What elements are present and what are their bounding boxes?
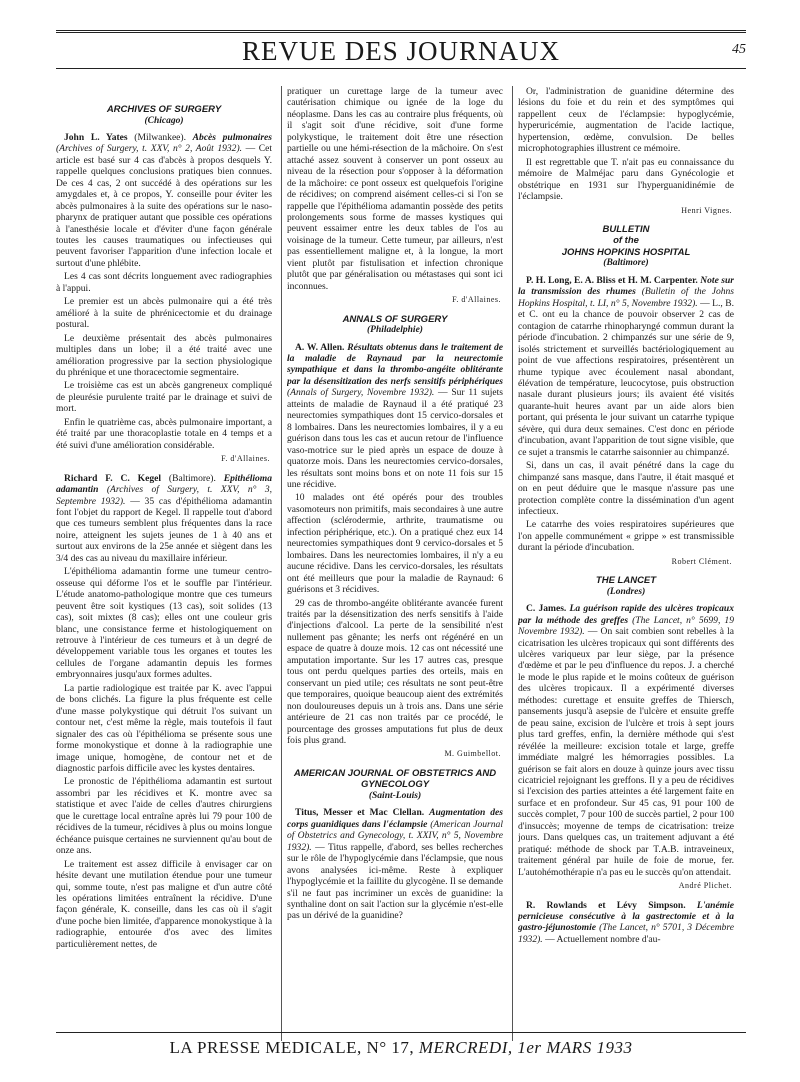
article-reference: (Annals of Surgery, Novembre 1932). [287, 387, 435, 399]
article-lead [518, 900, 734, 946]
article [518, 275, 734, 567]
article-author: R. Rowlands et Lévy Simpson. [526, 899, 686, 911]
article-paragraph: — Sur 11 sujets atteints de maladie de Raynaud il a été pratiqué 23 neurectomies sympathiques dont 15 cervico-dorsales et 8 lombaires. Dans les neurectomies lombaires, il y a eu guérison dans tous les cas et aucun retour de l'influence vaso-motrice sur le pied après un espace de douze à quatorze mois. Dans les neurectomies cervico-dorsales, les résultats sont moins bons et on note 11 fois sur 15 une récidive. [287, 387, 503, 490]
masthead [56, 36, 746, 66]
article-paragraph: — Cet article est basé sur 4 cas d'abcès à propos desquels Y. rappelle quelques conclusions pratiques bien connues. De ces 4 cas, 2 ont succédé à des opérations sur les amygdales et, à ce propos, Y. conseille pour éviter les abcès pulmonaires à la suite des opérations sur le naso-pharynx de pratiquer autant que possible ces opérations à l'anesthésie locale et d'éviter d'une façon générale toutes les causes traumatiques ou infectieuses qui peuvent favoriser l'apparition d'une infection locale et surtout d'une phlébite. [56, 143, 272, 269]
article-paragraph: Le pronostic de l'épithélioma adamantin est surtout assombri par les récidives et K. montre avec sa statistique et avec l'aide de celles d'autres chirurgiens que le curettage local entraîne après lui 79 pour 100 de récidives de la tumeur, récidives à plus ou moins longue échéance puisque certaines ne surviennent qu'au bout de onze ans. [56, 776, 272, 857]
article-title: Note sur la transmission des rhumes [518, 274, 734, 298]
article-reference: (Archives of Surgery, t. XXV, n° 3, Septembre 1932). [56, 484, 272, 507]
section-title: ANNALS OF SURGERY [342, 313, 448, 325]
article-signature: M. Guimbellot. [444, 749, 501, 759]
column-divider-1 [281, 86, 282, 1041]
page-number: 45 [732, 42, 746, 57]
column-3 [518, 86, 734, 1046]
article-paragraph: Le deuxième présentait des abcès pulmonaires multiples dans un lobe; il a été traité avec une amélioration progressive par la section physiologique du phrénique et une thoracectomie segmentaire. [56, 332, 272, 379]
column-divider-2 [512, 86, 513, 1041]
article-paragraph: — Titus rappelle, d'abord, ses belles recherches sur le rôle de l'hypoglycémie dans l'éclampsie, que nous avons analysées ici-même. Reste à expliquer l'hypoglycémie et la faillite du glycogène. Il se demande s'il ne faut pas incriminer un excès de guanidine: la synthaline dont on sait l'action sur la glycémie n'est-elle pas un dérivé de la guanidine? [287, 841, 503, 922]
column-1 [56, 86, 272, 1046]
article-lead [287, 342, 503, 491]
article-author: Richard F. C. Kegel [64, 472, 162, 484]
article-title: Epithélioma adamantin [56, 472, 272, 496]
article-paragraph: Si, dans un cas, il avait pénétré dans la cage du chimpanzé sans masque, dans l'autre, il était masqué et on en peut déduire que le masque n'assure pas une protection complète contre la dissémination d'un agent infectieux. [518, 460, 734, 517]
article-signature: Henri Vignes. [681, 205, 732, 215]
article-paragraph: 10 malades ont été opérés pour des troubles vasomoteurs non primitifs, mais secondaires à une autre affection (sclérodermie, arthrite, traumatisme ou infection périphérique, etc.). On a pratiqué chez eux 14 neurectomies sympathiques dont 9 cervico-dorsales et 5 lombaires. Dans les neurectomies lombaires, il n'y a eu aucune récidive. Dans les cervico-dorsales, les résultats ont été meilleurs que pour la maladie de Raynaud: 6 guérisons et 3 récidives. [287, 492, 503, 596]
section-title: ARCHIVES OF SURGERY [106, 104, 222, 115]
article-paragraph: — 35 cas d'épithélioma adamantin font l'objet du rapport de Kegel. Il rappelle tout d'abord que ces tumeurs semblent plus fréquentes dans la race noire, atteignent les sujets jeunes de 1 à 40 ans et surtout aux environs de la 25e année et siègent dans les 3/4 des cas au niveau du maxillaire inférieur. [56, 495, 272, 564]
article [518, 900, 734, 946]
article-paragraph: Le troisième cas est un abcès gangreneux compliqué de pleurésie purulente traité par le drainage et suivi de mort. [56, 380, 272, 415]
article-signature: F. d'Allaines. [221, 454, 270, 464]
article-paragraph: Le premier est un abcès pulmonaire qui a été très amélioré à la suite de phrénicectomie et du drainage postural. [56, 296, 272, 331]
section-place: (Saint-Louis) [368, 790, 422, 801]
article [56, 473, 272, 951]
article-lead [518, 275, 734, 458]
section-place: (Londres) [606, 586, 646, 597]
article-lead [518, 603, 734, 878]
article-lead [287, 807, 503, 922]
journal-title: REVUE DES JOURNAUX [241, 36, 560, 66]
article-reference: (The Lancet, n° 5699, 19 Novembre 1932). [518, 614, 734, 638]
article-paragraph: — L., B. et C. ont eu la chance de pouvoir observer 2 cas de contagion de catarrhe rhinopharyngé commun durant la période d'incubation. 2 chimpanzés sur une série de 9, isolés strictement et surveillés bactériologiquement au point de vue affections respiratoires, présentèrent un rhume typique avec écoulement nasal abondant, élévation de température, leucocytose, puis obstruction nasale durant plusieurs jours; ils avaient été visités quarante-huit heures avant par un aide alors bien portant, qui présenta le jour suivant un catarrhe typique sévère, qui dura deux semaines. C'est donc en période d'incubation, avant l'apparition de tout signe visible, que ce sujet a transmis le catarrhe saisonnier au chimpanzé. [518, 297, 734, 458]
article-reference: (The Lancet, n° 5701, 3 Décembre 1932). [518, 922, 734, 945]
article-paragraph: — Actuellement nombre d'au- [545, 933, 661, 945]
article-lead [56, 473, 272, 565]
article-paragraph: Le traitement est assez difficile à envisager car on hésite devant une mutilation étendue pour une tumeur qui, somme toute, n'est pas maligne et d'un autre côté les opérations limitées entraînent la récidive. D'une façon générale, K. conseille, dans les cas où il s'agit d'une poche bien limitée, d'apparence monokystique à la radiographie, entourée d'os avec des limites particulièrement nettes, de [56, 858, 272, 950]
header-rule [56, 68, 746, 69]
article-author-meta: (Milwankee). [134, 131, 186, 143]
section-title-line: JOHNS HOPKINS HOSPITAL [561, 246, 691, 258]
page-footer [56, 1038, 746, 1062]
article [518, 603, 734, 891]
column-2 [287, 86, 503, 1046]
article-paragraph: La partie radiologique est traitée par K. avec l'appui de bons clichés. La figure la plus fréquente est celle d'une masse polykystique qui détruit l'os suivant un contour net, c'est même la règle, mais toutefois il faut signaler des cas où l'épithélioma se présente sous une forme monokystique et donne à la radiographie une image unique, homogène, de contour net et de diagnostic parfois difficile avec les kystes dentaires. [56, 682, 272, 774]
article-author: P. H. Long, E. A. Bliss et H. M. Carpenter. [526, 274, 698, 286]
section-place: (Philadelphie) [367, 325, 423, 336]
section-title: BULLETIN [602, 223, 650, 235]
section-place: (Baltimore) [603, 258, 649, 269]
article-reference: (Archives of Surgery, t. XXV, n° 2, Août 1932). [56, 143, 243, 155]
article [287, 342, 503, 760]
article-title: La guérison rapide des ulcères tropicaux par la méthode des greffes [518, 603, 734, 626]
article-paragraph: L'épithélioma adamantin forme une tumeur centro-osseuse qui déforme l'os et le souffle par l'intérieur. L'étude anatomo-pathologique montre que ces tumeurs peuvent être soit kystiques (13 cas), soit solides (13 cas), soit mixtes (8 cas); elles ont une couleur gris blanc, une consistance ferme et histologiquement on retrouve à l'intérieur de ces tumeurs et à un degré de développement variable tous les organes et toutes les cellules de l'organe adamantin depuis les formes embryonnaires jusqu'aux formes adultes. [56, 566, 272, 681]
article-author: A. W. Allen. [295, 341, 345, 353]
footer-rule [56, 1032, 746, 1033]
article [56, 132, 272, 465]
article-paragraph: Le catarrhe des voies respiratoires supérieures que l'on appelle communément « grippe » est transmissible durant la période d'incubation. [518, 519, 734, 554]
article-paragraph: Les 4 cas sont décrits longuement avec radiographies à l'appui. [56, 271, 272, 294]
article-paragraph: Or, l'administration de guanidine détermine des lésions du foie et du rein et des symptômes qui rappellent ceux de l'éclampsie: hypoglycémie, hyperuricémie, augmentation de l'acide lactique, hypertension, œdème, convulsion. De belles microphotographies illustrent ce mémoire. [518, 86, 734, 155]
footer-journal: LA PRESSE MEDICALE, N° 17, [169, 1038, 415, 1057]
article [287, 807, 503, 922]
article-title: L'anémie pernicieuse consécutive à la gastrectomie et à la gastro-jéjunostomie [518, 899, 734, 934]
article-paragraph: — On sait combien sont rebelles à la cicatrisation les ulcères tropicaux qui sont différents des ulcères variqueux par leur siège, par la présence d'œdème et par le peu d'influence du repos. J. a cherché le mode le plus rapide et le moins coûteux de guérison des ulcères tropicaux. Il a expérimenté diverses méthodes: curettage et ensuite greffes de Thiersch, pansements jusqu'à asepsie de l'ulcère et ensuite greffe de peau saine, excision de l'ulcère et trois à sept jours plus tard greffes, enfin, la dernière méthode qui s'est révélée la meilleure: excision totale et large, greffe immédiate malgré les hémorragies possibles. La guérison se fait alors en douze à quinze jours avec tissu cicatriciel rejoignant les greffons. Il y a peu de récidives si l'excision des parties atteintes a été largement faite en surface et en profondeur. Sur 45 cas, 91 pour 100 de succès complet, 7 pour 100 de succès partiel, 2 pour 100 d'insuccès; moyenne de temps de cicatrisation: treize jours. Dans quelques cas, un traitement adjuvant a été pratiqué: méthode de shock par T.A.B. intraveineux, traitement général par huile de foie de morue, fer. L'autohémothérapie n'a pas eu le succès qu'on attendait. [518, 626, 734, 878]
article-author: Titus, Messer et Mac Clellan. [295, 807, 425, 819]
section-place: (Chicago) [144, 115, 184, 126]
article-title: Augmentation des corps guanidiques dans l'éclampsie [287, 807, 503, 830]
article-signature: André Plichet. [678, 881, 732, 891]
article-lead [56, 132, 272, 269]
section-title: AMERICAN JOURNAL OF OBSTETRICS AND GYNECOLOGY [293, 767, 497, 791]
article-reference: (American Journal of Obstetrics and Gynecology, t. XXIV, n° 5, Novembre 1932). [287, 818, 503, 853]
article-author-meta: (Baltimore). [168, 472, 216, 484]
section-title: THE LANCET [595, 575, 657, 587]
article-paragraph: Enfin le quatrième cas, abcès pulmonaire important, a été traité par une thoracoplastie totale en 4 temps et a été suivi d'une amélioration considérable. [56, 416, 272, 451]
article-author: C. James. [526, 603, 567, 615]
article-paragraph: Il est regrettable que T. n'ait pas eu connaissance du mémoire de Malméjac paru dans Gynécologie et obstétrique en 1931 sur l'hyperguanidinémie de l'éclampsie. [518, 156, 734, 203]
article-signature: Robert Clément. [671, 556, 732, 566]
footer-date: MERCREDI, 1er MARS 1933 [418, 1038, 633, 1057]
article-reference: (Bulletin of the Johns Hopkins Hospital, t. LI, n° 5, Novembre 1932). [518, 286, 734, 309]
section-title-line: of the [613, 235, 639, 247]
top-rule [56, 30, 746, 33]
article-paragraph: 29 cas de thrombo-angéite oblitérante avancée furent traités par la désensitization des nerfs sensitifs à l'aide d'injections d'alcool. La perte de la sensibilité n'est nullement pas gênante; les nerfs ont régénéré en un espace de quatre à douze mois. 12 cas ont nécessité une amputation importante. Sur les 17 autres cas, presque tous ont perdu quelques parties des orteils, mais en conservant un pied utile; ces résultats ne sont peut-être que temporaires, quoique beaucoup aient des extrémités non douloureuses depuis un à trois ans. Dans une série antérieure de 21 cas non traités par ce procédé, le pourcentage des grosses amputations fut plus de deux fois plus grand. [287, 597, 503, 746]
article-signature: F. d'Allaines. [452, 295, 501, 305]
article-title: Abcès pulmonaires [192, 131, 272, 143]
article-title: Résultats obtenus dans le traitement de la maladie de Raynaud par la neurectomie sympathique et dans la thrombo-angéite oblitérante par la désensitization des nerfs sensitifs périphériques [287, 341, 503, 387]
article-author: John L. Yates [64, 131, 128, 143]
article-paragraph: pratiquer un curettage large de la tumeur avec cautérisation chimique ou ignée de la loge du néoplasme. Dans les cas au contraire plus fréquents, où il s'agit soit d'une récidive, soit d'une forme polykystique, le traitement doit être une résection partielle ou une hémi-résection de la mâchoire. On s'est attaché assez souvent à conserver un pont osseux au niveau de la résection pour s'opposer à la déformation de la mâchoire: ce pont osseux est quelquefois l'origine de récidives; on comprend aisément celles-ci si l'on se rappelle que l'épithélioma adamantin possède des petits prolongements sous forme de masses kystiques qui peuvent essaimer entre les deux tables de l'os au voisinage de la tumeur. Cette tumeur, par ailleurs, n'est pas essentiellement maligne et, à la longue, la mort vient plutôt par fistulisation et infection chronique plutôt que par généralisation ou métastases qui sont ici inconnues. [287, 86, 503, 292]
